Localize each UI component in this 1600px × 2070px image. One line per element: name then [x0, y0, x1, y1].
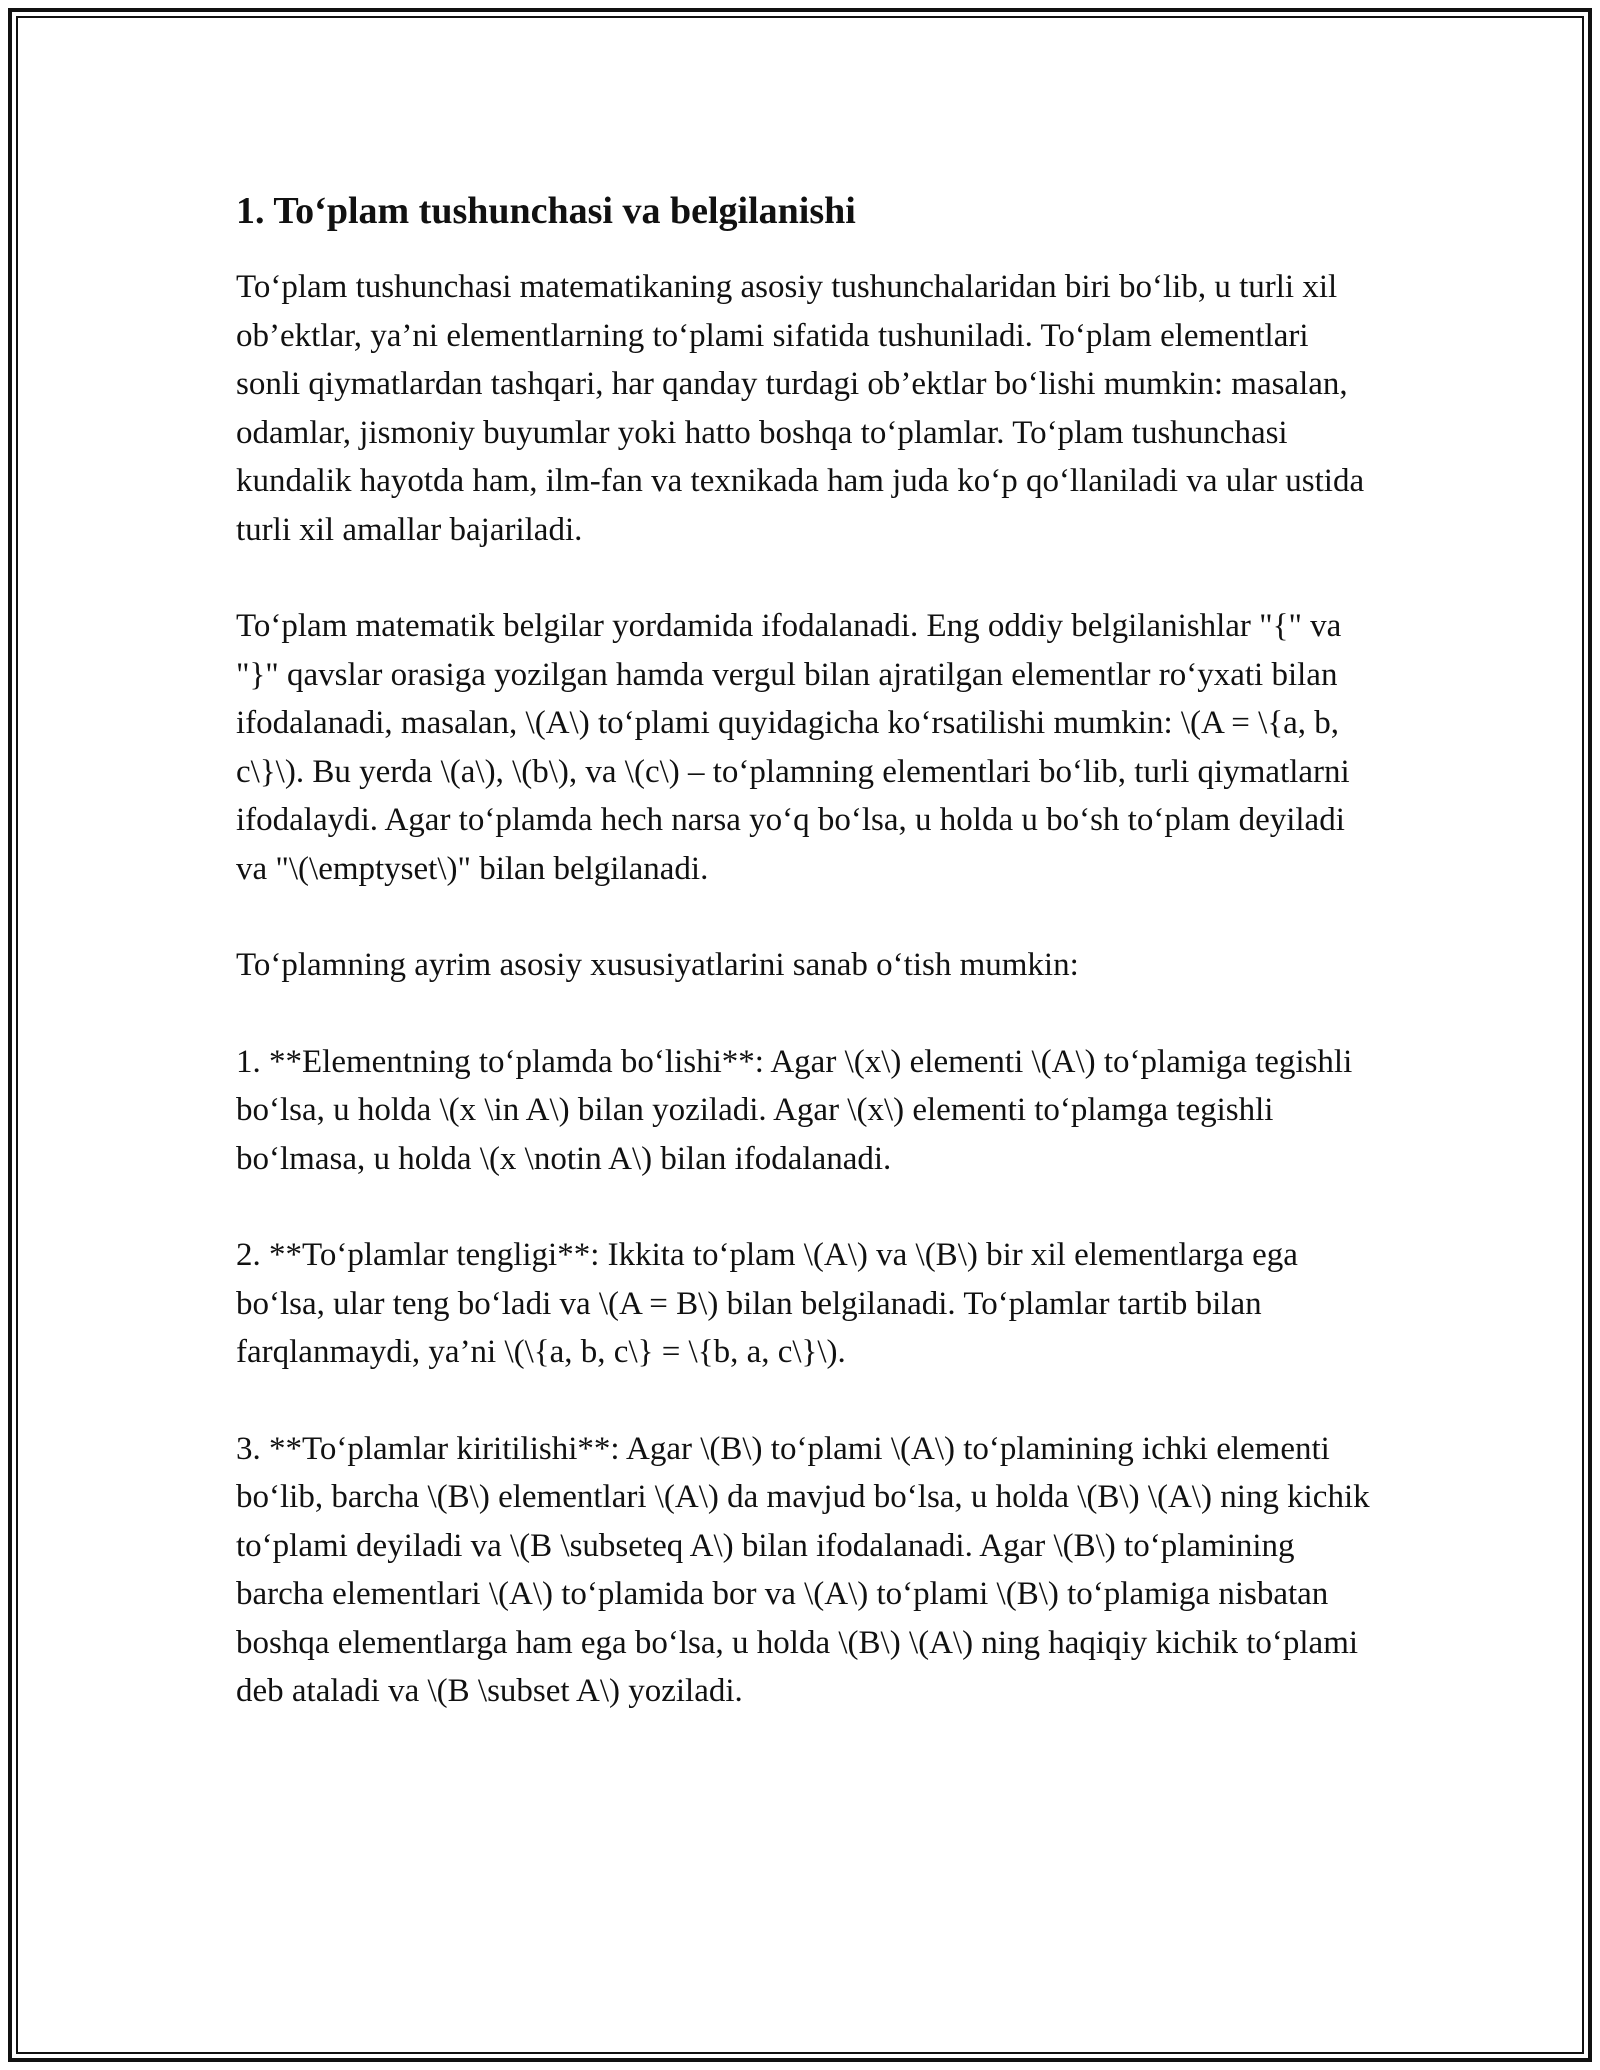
- document-body: [236, 185, 1376, 1764]
- list-item-membership: 1. **Elementning to‘plamda bo‘lishi**: Agar \(x\) elementi \(A\) to‘plamiga tegishli bo‘lsa, u holda \(x \in A\) bilan yoziladi. Agar \(x\) elementi to‘plamga tegishli bo‘lmasa, u holda \(x \notin A\) bilan ifodalanadi.: [236, 1043, 1353, 1177]
- paragraph-notation: To‘plam matematik belgilar yordamida ifodalanadi. Eng oddiy belgilanishlar "{" va "}" qavslar orasiga yozilgan hamda vergul bilan ajratilgan elementlar ro‘yxati bilan ifodalanadi, masalan, \(A\) to‘plami quyidagicha ko‘rsatilishi mumkin: \(A = \{a, b, c\}\). Bu yerda \(a\), \(b\), va \(c\) – to‘plamning elementlari bo‘lib, turli qiymatlarni ifodalaydi. Agar to‘plamda hech narsa yo‘q bo‘lsa, u holda u bo‘sh to‘plam deyiladi va "\(\emptyset\)" bilan belgilanadi.: [236, 608, 1350, 887]
- list-item-inclusion: 3. **To‘plamlar kiritilishi**: Agar \(B\) to‘plami \(A\) to‘plamining ichki elementi bo‘lib, barcha \(B\) elementlari \(A\) da mavjud bo‘lsa, u holda \(B\) \(A\) ning kichik to‘plami deyiladi va \(B \subseteq A\) bilan ifodalanadi. Agar \(B\) to‘plamining barcha elementlari \(A\) to‘plamida bor va \(A\) to‘plami \(B\) to‘plamiga nisbatan boshqa elementlarga ham ega bo‘lsa, u holda \(B\) \(A\) ning haqiqiy kichik to‘plami deb ataladi va \(B \subset A\) yoziladi.: [236, 1430, 1370, 1709]
- list-item-equality: 2. **To‘plamlar tengligi**: Ikkita to‘plam \(A\) va \(B\) bir xil elementlarga ega bo‘lsa, ular teng bo‘ladi va \(A = B\) bilan belgilanadi. To‘plamlar tartib bilan farqlanmaydi, ya’ni \(\{a, b, c\} = \{b, a, c\}\).: [236, 1237, 1298, 1370]
- section-heading: 1. To‘plam tushunchasi va belgilanishi: [236, 190, 856, 232]
- paragraph-intro: To‘plam tushunchasi matematikaning asosiy tushunchalaridan biri bo‘lib, u turli xil ob’ektlar, ya’ni elementlarning to‘plami sifatida tushuniladi. To‘plam elementlari sonli qiymatlardan tashqari, har qanday turdagi ob’ektlar bo‘lishi mumkin: masalan, odamlar, jismoniy buyumlar yoki hatto boshqa to‘plamlar. To‘plam tushunchasi kundalik hayotda ham, ilm-fan va texnikada ham juda ko‘p qo‘llaniladi va ular ustida turli xil amallar bajariladi.: [236, 269, 1365, 548]
- paragraph-properties-intro: To‘plamning ayrim asosiy xususiyatlarini sanab o‘tish mumkin:: [236, 947, 1079, 983]
